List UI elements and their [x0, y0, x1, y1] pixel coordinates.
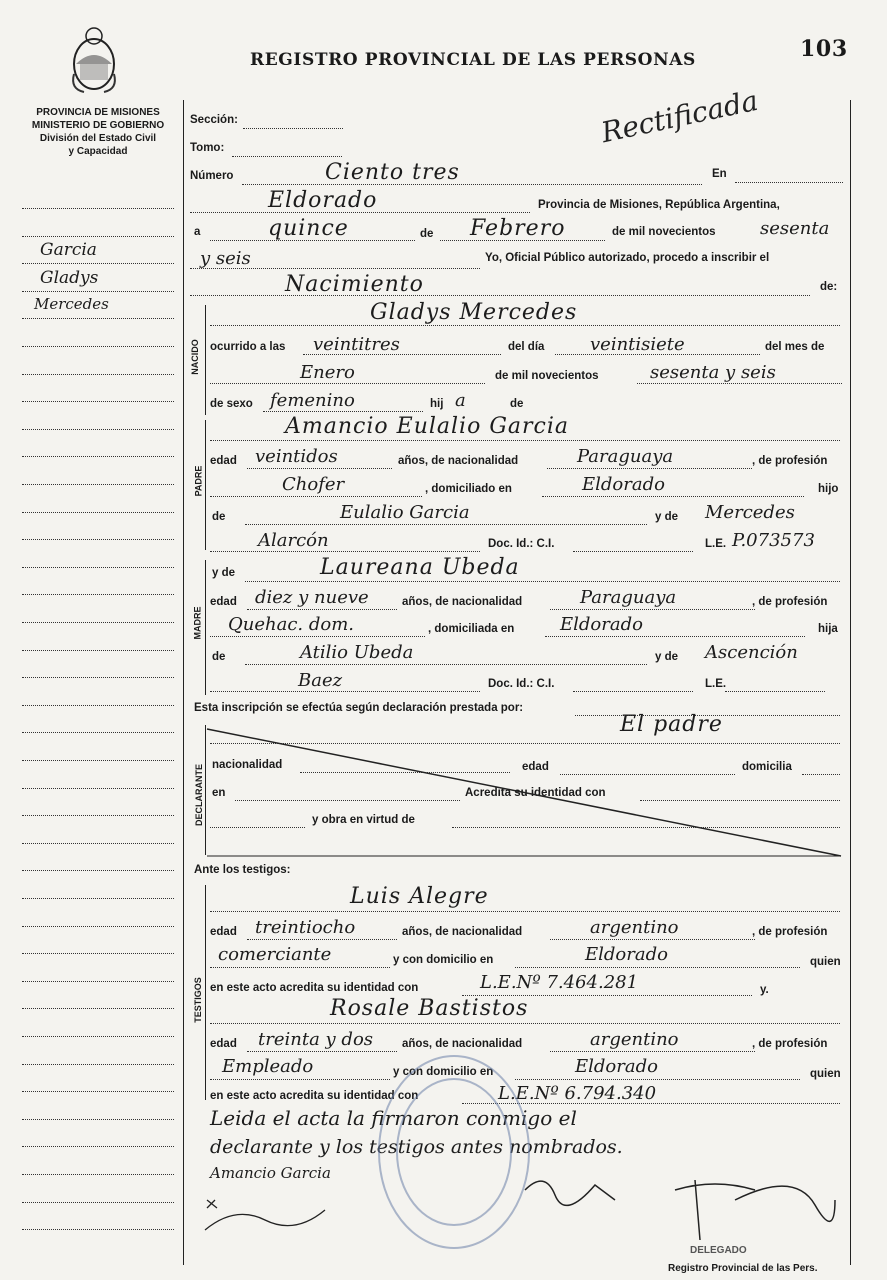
madre-madre-1-value: Ascención [705, 642, 798, 663]
padre-nombre-value: Amancio Eulalio Garcia [285, 414, 570, 439]
padre-hijo-label: hijo [818, 483, 839, 495]
testigo2-edad-value: treinta y dos [258, 1029, 374, 1050]
madre-domiciliada-label: , domiciliada en [428, 623, 515, 635]
mes-nac-value: Enero [300, 362, 355, 383]
signatures-scribble [195, 1160, 845, 1260]
margin-note-line3: Mercedes [34, 295, 109, 313]
margin-rule [22, 1202, 174, 1203]
margin-rule [22, 815, 174, 816]
testigo2-edad-label: edad [210, 1038, 237, 1050]
margin-rule [22, 1091, 174, 1092]
padre-section-label: PADRE [193, 465, 204, 497]
tomo-label: Tomo: [190, 142, 225, 154]
margin-rule [22, 429, 174, 430]
rectificada-stamp: Rectificada [598, 83, 761, 150]
a-label: a [194, 226, 201, 238]
lugar-value: Eldorado [268, 188, 378, 213]
padre-doc-label: Doc. Id.: C.I. [488, 538, 555, 550]
oficial-label: Yo, Oficial Público autorizado, procedo a inscribir el [485, 252, 770, 264]
testigo2-nacionalidad-value: argentino [590, 1029, 679, 1050]
form-left-border [183, 100, 184, 1265]
anio-value-1: sesenta [760, 218, 830, 239]
padre-anos-nac-label: años, de nacionalidad [398, 455, 519, 467]
sexo-value: femenino [270, 390, 355, 411]
hij-suffix-value: a [455, 390, 466, 411]
margin-rule [22, 870, 174, 871]
anio-value-2: y seis [200, 248, 251, 269]
margin-rule [22, 1064, 174, 1065]
madre-profesion-label: , de profesión [752, 596, 828, 608]
declarante-en-label: en [212, 787, 226, 799]
margin-rule [22, 1146, 174, 1147]
testigo1-anos-nac-label: años, de nacionalidad [402, 926, 523, 938]
del-dia-label: del día [508, 341, 545, 353]
margin-rule [22, 456, 174, 457]
padre-section-border [205, 420, 206, 550]
madre-hija-label: hija [818, 623, 838, 635]
margin-rule [22, 788, 174, 789]
madre-de-label: de [212, 651, 226, 663]
testigo1-con-domicilio-label: y con domicilio en [393, 954, 494, 966]
testigo2-con-domicilio-label: y con domicilio en [393, 1066, 494, 1078]
madre-edad-label: edad [210, 596, 237, 608]
declarante-section-label: DECLARANTE [194, 764, 204, 826]
padre-de-label: de [212, 511, 226, 523]
margin-rule [22, 236, 174, 237]
margin-rule [22, 594, 174, 595]
padre-padre-value: Eulalio Garcia [340, 502, 470, 523]
national-crest-icon [68, 24, 120, 96]
mil-nov-label: de mil novecientos [612, 226, 716, 238]
testigo2-nombre-value: Rosale Bastistos [330, 996, 529, 1021]
declarante-strike-line [205, 725, 845, 860]
padre-nacionalidad-value: Paraguaya [577, 446, 674, 467]
declarante-domicilia-label: domicilia [742, 761, 792, 773]
madre-edad-value: diez y nueve [255, 587, 369, 608]
de-label-2: de [510, 398, 524, 410]
margin-rule [22, 346, 174, 347]
madre-nacionalidad-value: Paraguaya [580, 587, 677, 608]
margin-rule [22, 843, 174, 844]
office-line2: MINISTERIO DE GOBIERNO [31, 120, 165, 131]
de-colon-label: de: [820, 281, 838, 293]
testigo1-en-este-acto-label: en este acto acredita su identidad con [210, 982, 419, 994]
page-title: REGISTRO PROVINCIAL DE LAS PERSONAS [250, 50, 696, 70]
dia-value: quince [268, 216, 349, 241]
madre-y-de-label: y de [212, 567, 236, 579]
declarante-acredita-label: Acredita su identidad con [465, 787, 606, 799]
padre-madre-2-value: Alarcón [258, 530, 329, 551]
margin-rule [22, 953, 174, 954]
folio-number: 103 [800, 36, 848, 62]
margin-rule [22, 650, 174, 651]
testigo1-profesion-label: , de profesión [752, 926, 828, 938]
padre-le-value: P.073573 [732, 530, 815, 551]
footer-line2: Registro Provincial de las Pers. [668, 1263, 818, 1274]
office-line4: y Capacidad [68, 146, 128, 157]
testigos-section-border [205, 885, 206, 1100]
testigo1-quien-label: quien [810, 956, 841, 968]
office-line1: PROVINCIA DE MISIONES [36, 107, 160, 118]
margin-rule [22, 484, 174, 485]
madre-anos-nac-label: años, de nacionalidad [402, 596, 523, 608]
nombre-nacido-value: Gladys Mercedes [370, 300, 578, 325]
margin-rule [22, 1036, 174, 1037]
margin-note-line1: Garcia [40, 240, 97, 260]
padre-y-de-label: y de [655, 511, 679, 523]
margin-rule [22, 567, 174, 568]
testigo2-quien-label: quien [810, 1068, 841, 1080]
seccion-label: Sección: [190, 114, 238, 126]
madre-madre-2-value: Baez [298, 670, 343, 691]
office-line3: División del Estado Civil [39, 133, 157, 144]
padre-le-label: L.E. [705, 538, 727, 550]
nacido-section-border [205, 305, 206, 415]
ocurrido-label: ocurrido a las [210, 341, 286, 353]
padre-profesion-label: , de profesión [752, 455, 828, 467]
margin-rule [22, 401, 174, 402]
margin-rule [22, 539, 174, 540]
anio-nac-value: sesenta y seis [650, 362, 776, 383]
testigo2-profesion-label: , de profesión [752, 1038, 828, 1050]
del-mes-label: del mes de [765, 341, 825, 353]
testigo1-nacionalidad-value: argentino [590, 917, 679, 938]
testigo1-edad-label: edad [210, 926, 237, 938]
dia-nac-value: veintisiete [590, 334, 685, 355]
margin-rule [22, 622, 174, 623]
margin-rule [22, 374, 174, 375]
madre-section-border [205, 560, 206, 695]
testigo2-en-este-acto-label: en este acto acredita su identidad con [210, 1090, 419, 1102]
nacido-section-label: NACIDO [189, 339, 200, 375]
margin-rule [22, 732, 174, 733]
numero-label: Número [190, 170, 234, 182]
madre-padre-value: Atilio Ubeda [300, 642, 414, 663]
hij-label: hij [430, 398, 444, 410]
madre-profesion-value: Quehac. dom. [228, 614, 354, 635]
madre-doc-label: Doc. Id.: C.I. [488, 678, 555, 690]
padre-edad-value: veintidos [255, 446, 338, 467]
margin-rule [22, 291, 174, 292]
margin-rule [22, 1174, 174, 1175]
margin-rule [22, 926, 174, 927]
testigo2-domicilio-value: Eldorado [575, 1056, 658, 1077]
madre-nombre-value: Laureana Ubeda [320, 555, 520, 580]
mes-value: Febrero [470, 216, 566, 241]
declarante-obra-label: y obra en virtud de [312, 814, 415, 826]
margin-rule [22, 208, 174, 209]
hora-value: veintitres [313, 334, 400, 355]
padre-madre-1-value: Mercedes [705, 502, 795, 523]
padre-domiciliado-label: , domiciliado en [425, 483, 512, 495]
closing-line2: declarante y los testigos antes nombrados. [210, 1136, 623, 1158]
en-label: En [712, 168, 727, 180]
madre-le-label: L.E. [705, 678, 727, 690]
testigo1-y-label: y. [760, 984, 769, 996]
margin-rule [22, 318, 174, 319]
padre-profesion-value: Chofer [282, 474, 345, 495]
form-right-border [850, 100, 851, 1265]
margin-rule [22, 898, 174, 899]
margin-rule [22, 1119, 174, 1120]
testigos-section-label: TESTIGOS [192, 977, 203, 1023]
testigo2-profesion-value: Empleado [222, 1056, 314, 1077]
margin-rule [22, 760, 174, 761]
office-block [22, 106, 174, 158]
testigo1-documento-value: L.E.Nº 7.464.281 [480, 972, 639, 993]
inscripcion-label: Esta inscripción se efectúa según declaración prestada por: [194, 702, 524, 714]
declarante-edad-label: edad [522, 761, 549, 773]
de-mil-nov-label: de mil novecientos [495, 370, 599, 382]
testigo1-edad-value: treintiocho [255, 917, 356, 938]
madre-y-de-label-2: y de [655, 651, 679, 663]
provincia-label: Provincia de Misiones, República Argentina, [538, 199, 780, 211]
padre-edad-label: edad [210, 455, 237, 467]
footer-line1: DELEGADO [690, 1245, 747, 1256]
testigo2-anos-nac-label: años, de nacionalidad [402, 1038, 523, 1050]
padre-domicilio-value: Eldorado [582, 474, 665, 495]
declarante-nacionalidad-label: nacionalidad [212, 759, 283, 771]
acto-value: Nacimiento [285, 272, 424, 297]
margin-rule [22, 705, 174, 706]
margin-rule [22, 677, 174, 678]
testigos-label: Ante los testigos: [194, 864, 291, 876]
margin-rule [22, 1008, 174, 1009]
margin-note-line2: Gladys [40, 268, 99, 288]
margin-rule [22, 981, 174, 982]
testigo2-documento-value: L.E.Nº 6.794.340 [498, 1083, 657, 1104]
signature-declarante: Amancio Garcia [210, 1164, 331, 1182]
de-label: de [420, 228, 434, 240]
madre-domicilio-value: Eldorado [560, 614, 643, 635]
margin-rule [22, 1229, 174, 1230]
testigo1-profesion-value: comerciante [218, 944, 332, 965]
declarante-value: El padre [620, 712, 723, 737]
margin-rule [22, 512, 174, 513]
margin-rule [22, 263, 174, 264]
closing-line1: Leida el acta la firmaron conmigo el [210, 1106, 577, 1130]
sexo-label: de sexo [210, 398, 253, 410]
testigo1-nombre-value: Luis Alegre [350, 884, 489, 909]
numero-value: Ciento tres [325, 160, 460, 185]
testigo1-domicilio-value: Eldorado [585, 944, 668, 965]
madre-section-label: MADRE [192, 606, 203, 640]
